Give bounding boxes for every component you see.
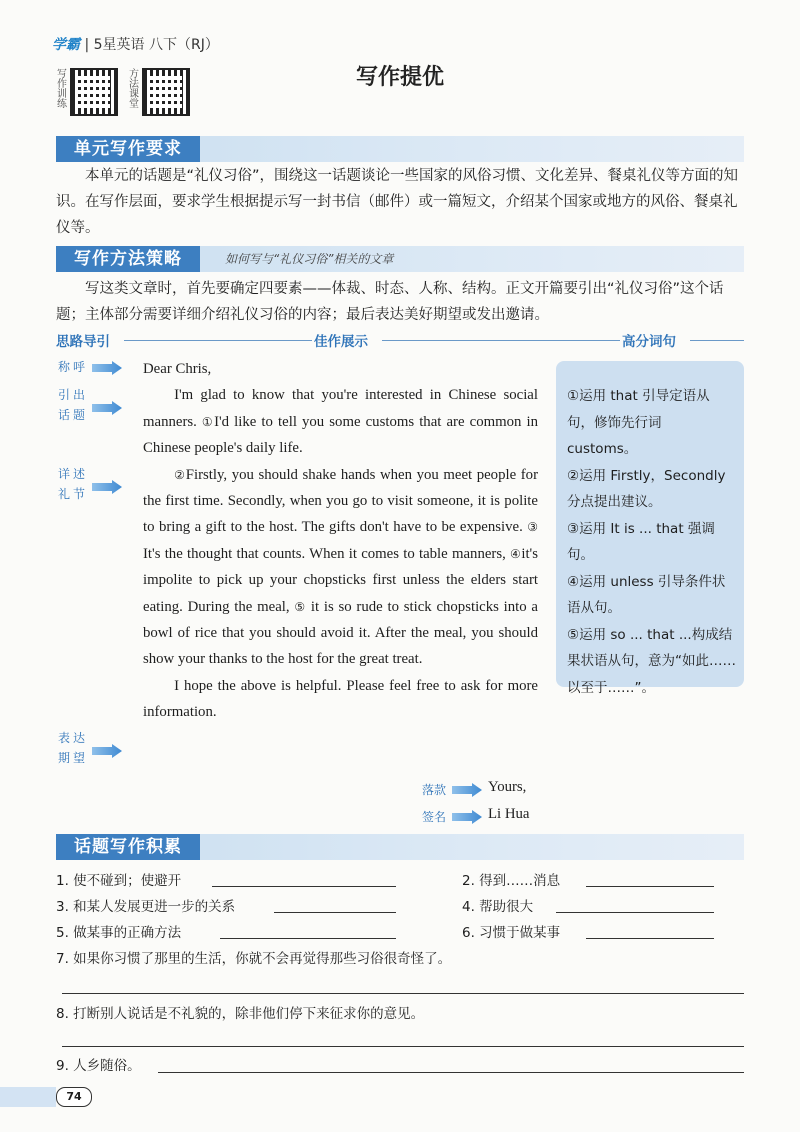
letter-paragraph-3: I hope the above is helpful. Please feel free to ask for more information.: [143, 677, 538, 721]
label-details: 详述礼节: [58, 467, 89, 501]
label-sign-off: 落款: [422, 783, 447, 797]
qr-label-writing: 写作训练: [57, 69, 67, 110]
guide-divider-1: [124, 340, 312, 341]
page-number: 74: [56, 1087, 92, 1107]
tip-item: ③运用 It is ... that 强调句。: [567, 520, 715, 563]
page-title: 写作提优: [355, 65, 444, 90]
exercise-item-2: 2. 得到……消息: [462, 873, 561, 889]
label-expectation: 表达期望: [58, 731, 89, 765]
guide-left: 思路导引: [56, 334, 110, 350]
cue-marker: ③: [527, 520, 538, 535]
section-title-2: 写作方法策略: [56, 246, 200, 272]
exercise-item-7: 7. 如果你习惯了那里的生活，你就不会再觉得那些习俗很奇怪了。: [56, 951, 452, 967]
cue-marker: ②: [174, 467, 186, 482]
header-brand: 学霸 | 5星英语 八下（RJ）: [52, 37, 219, 53]
exercise-item-4: 4. 帮助很大: [462, 899, 534, 915]
series-name: 5星英语: [93, 37, 145, 53]
guide-right: 高分词句: [622, 334, 676, 350]
model-letter: [143, 356, 538, 726]
answer-line[interactable]: [62, 993, 744, 994]
exercise-item-9: 9. 人乡随俗。: [56, 1058, 141, 1074]
answer-line[interactable]: [586, 938, 714, 939]
guide-divider-3: [690, 340, 744, 341]
arrow-right-icon: [92, 361, 122, 375]
grade-label: 八下（RJ）: [149, 37, 219, 53]
label-greeting: 称呼: [58, 360, 89, 374]
section-subtitle-2: 如何写与“礼仪习俗”相关的文章: [225, 252, 394, 266]
cue-marker: ⑤: [294, 599, 307, 614]
answer-line[interactable]: [556, 912, 714, 913]
letter-closing: Yours,: [488, 779, 527, 795]
letter-paragraph-1: I'm glad to know that you're interested in Chinese social manners. ①I'd like to tell you some customs that are common in Chinese people's daily life.: [143, 387, 539, 457]
brand-logo: 学霸: [52, 37, 80, 53]
arrow-right-icon: [452, 783, 482, 797]
guide-center: 佳作展示: [314, 334, 368, 350]
tip-item: ②运用 Firstly，Secondly 分点提出建议。: [567, 467, 726, 510]
section-text-1: 本单元的话题是“礼仪习俗”，围绕这一话题谈论一些国家的风俗习惯、文化差异、餐桌礼仪等方面的知识。在写作层面，要求学生根据提示写一封书信（邮件）或一篇短文，介绍某个国家或地方的风俗、餐桌礼仪等。: [56, 168, 739, 236]
answer-line[interactable]: [220, 938, 396, 939]
qr-label-method: 方法课堂: [129, 69, 139, 110]
page-number-bar: [0, 1087, 56, 1107]
section-title-1: 单元写作要求: [56, 136, 200, 162]
answer-line[interactable]: [274, 912, 396, 913]
arrow-right-icon: [92, 401, 122, 415]
label-signature: 签名: [422, 810, 447, 824]
tip-item: ①运用 that 引导定语从句，修饰先行词 customs。: [567, 388, 710, 457]
arrow-right-icon: [92, 480, 122, 494]
answer-line[interactable]: [586, 886, 714, 887]
answer-line[interactable]: [212, 886, 396, 887]
label-intro: 引出话题: [58, 388, 89, 422]
arrow-right-icon: [452, 810, 482, 824]
letter-salutation: Dear Chris,: [143, 361, 212, 377]
exercise-item-6: 6. 习惯于做某事: [462, 925, 561, 941]
exercise-item-5: 5. 做某事的正确方法: [56, 925, 182, 941]
cue-marker: ①: [201, 414, 215, 429]
arrow-right-icon: [92, 744, 122, 758]
exercise-item-8: 8. 打断别人说话是不礼貌的，除非他们停下来征求你的意见。: [56, 1006, 425, 1022]
tip-item: ⑤运用 so ... that ...构成结果状语从句，意为“如此……以至于……”。: [567, 626, 736, 696]
section-title-3: 话题写作积累: [56, 834, 200, 860]
answer-line[interactable]: [62, 1046, 744, 1047]
exercise-item-1: 1. 使不碰到；使避开: [56, 873, 182, 889]
exercise-item-3: 3. 和某人发展更进一步的关系: [56, 899, 236, 915]
tip-item: ④运用 unless 引导条件状语从句。: [567, 573, 726, 616]
letter-paragraph-2: ②Firstly, you should shake hands when you meet people for the first time. Secondly, when you go to visit someone, it is polite to bring a gift to the host. The gifts don't have to be expensive. ③ It's the thought that counts. When it comes to table manners, ④it's impolite to pick up your chopsticks first unless the elders start eating. During the meal, ⑤ it is so rude to stick chopsticks into a bowl of rice that you should avoid it. After the meal, you should show your thanks to the host for the great treat.: [143, 466, 539, 668]
cue-marker: ④: [510, 546, 522, 561]
letter-signature: Li Hua: [488, 806, 530, 822]
section-text-2: 写这类文章时，首先要确定四要素——体裁、时态、人称、结构。正文开篇要引出“礼仪习俗”这个话题；主体部分需要详细介绍礼仪习俗的内容；最后表达美好期望或发出邀请。: [56, 281, 724, 323]
guide-divider-2: [382, 340, 620, 341]
answer-line[interactable]: [158, 1072, 744, 1073]
tips-box: [556, 361, 744, 696]
